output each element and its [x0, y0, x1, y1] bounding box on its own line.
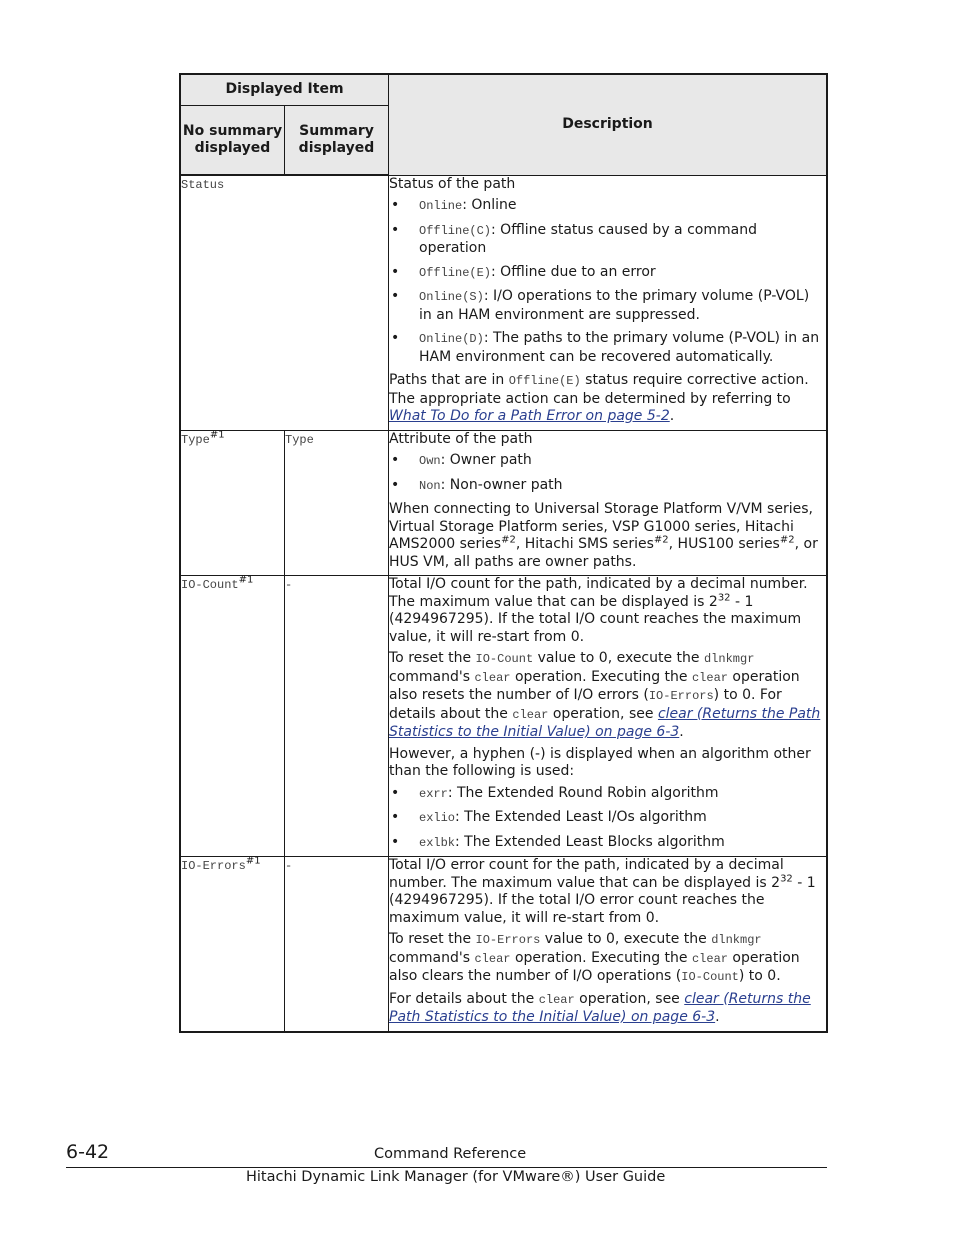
io-count-p1: Total I/O count for the path, indicated by a decimal number. The maximum value that can be displayed is $2^{32} - 1$ (4294967295). If the total I/O count reaches the maximum value, it will re-start from 0. [389, 576, 808, 645]
header-summary: Summary displayed [285, 106, 389, 176]
list-item: • Online(D): The paths to the primary volume (P-VOL) in an HAM environment can be recovered automatically. [389, 330, 826, 366]
type-intro: Attribute of the path [389, 430, 533, 447]
list-item: • Online: Online [389, 197, 826, 216]
io-errors-p1: Total I/O error count for the path, indicated by a decimal number. The maximum value that can be displayed is $2^{32} - 1$ (4294967295). If the total I/O error count reaches the maximum value, it will re-start from 0. [389, 857, 816, 926]
io-errors-p3: For details about the clear operation, see clear (Returns the Path Statistics to the Initial Value) on page 6-3. [389, 990, 811, 1025]
io-count-p3: However, a hyphen (-) is displayed when an algorithm other than the following is used: [389, 745, 811, 779]
path-error-link[interactable]: What To Do for a Path Error on page 5-2 [389, 408, 670, 424]
header-description: Description [389, 74, 828, 175]
list-item: • Non: Non-owner path [389, 477, 826, 496]
list-item: • exrr: The Extended Round Robin algorithm [389, 785, 826, 804]
list-item: • exlio: The Extended Least I/Os algorithm [389, 809, 826, 828]
footer-divider [66, 1167, 827, 1168]
item-name-io-errors: IO-Errors$^{\#1}$ [180, 857, 285, 1032]
list-item: • exlbk: The Extended Least Blocks algorithm [389, 834, 826, 853]
type-list [389, 452, 826, 495]
type-note: When connecting to Universal Storage Platform V/VM series, Virtual Storage Platform series, VSP G1000 series, Hitachi AMS2000 series$^{\#2}$, Hitachi SMS series$^{\#2}$, HUS100 series$^{\#2}$, or HUS VM, all paths are owner paths. [389, 501, 818, 570]
clear-operation-link[interactable]: clear (Returns the Path Statistics to the Initial Value) on page 6-3 [389, 705, 821, 740]
description-status [389, 175, 828, 430]
item-name-status [180, 175, 389, 430]
header-displayed-item: Displayed Item [180, 74, 389, 106]
table-row-io-errors [180, 857, 827, 1032]
command-output-table [179, 73, 828, 1033]
item-name-type: Type$^{\#1}$ [180, 430, 285, 576]
footer-title: Hitachi Dynamic Link Manager (for VMware®) User Guide [246, 1169, 666, 1185]
list-item: • Online(S): I/O operations to the primary volume (P-VOL) in an HAM environment are suppressed. [389, 288, 826, 324]
io-count-p2: To reset the IO-Count value to 0, execute the dlnkmgr command's clear operation. Executing the clear operation also resets the number of I/O errors (IO-Errors) to 0. For details about the clear operation, see clear (Returns the Path Statistics to the Initial Value) on page 6-3. [389, 650, 821, 740]
table-row-type [180, 430, 827, 576]
table-row-io-count [180, 576, 827, 857]
status-code: Status [181, 178, 225, 192]
header-no-summary: No summary displayed [180, 106, 285, 176]
summary-name-io-errors: - [285, 857, 389, 1032]
page-number: 6-42 [66, 1141, 110, 1163]
status-list [389, 197, 826, 366]
summary-name-type: Type [285, 430, 389, 576]
description-io-errors [389, 857, 828, 1032]
clear-operation-link-2[interactable]: clear (Returns the Path Statistics to the Initial Value) on page 6-3 [389, 990, 811, 1025]
list-item: • Offline(E): Offline due to an error [389, 264, 826, 283]
footer-chapter: Command Reference [374, 1146, 527, 1162]
status-intro: Status of the path [389, 175, 516, 192]
status-note: Paths that are in Offline(E) status require corrective action. The appropriate action can be determined by referring to What To Do for a Path Error on page 5-2. [389, 372, 809, 424]
list-item: • Own: Owner path [389, 452, 826, 471]
description-type [389, 430, 828, 576]
list-item: • Offline(C): Offline status caused by a command operation [389, 222, 826, 258]
item-name-io-count: IO-Count$^{\#1}$ [180, 576, 285, 857]
algorithm-list [389, 785, 826, 853]
summary-name-io-count: - [285, 576, 389, 857]
table-row-status [180, 175, 827, 430]
description-io-count [389, 576, 828, 857]
io-errors-p2: To reset the IO-Errors value to 0, execute the dlnkmgr command's clear operation. Executing the clear operation also clears the number of I/O operations (IO-Count) to 0. [389, 931, 800, 984]
